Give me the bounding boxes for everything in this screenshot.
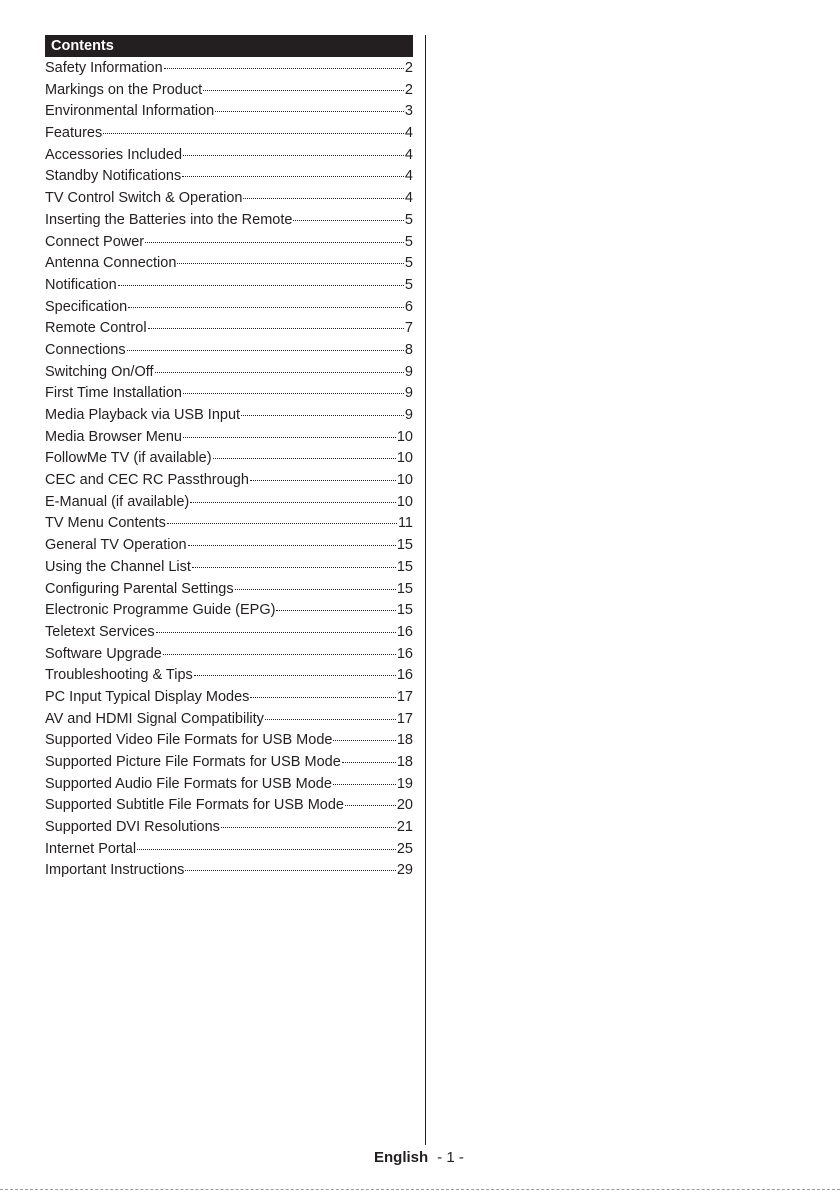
toc-entry-title: Connections (45, 341, 126, 358)
toc-entry-page: 17 (396, 710, 413, 727)
dot-leader (235, 589, 396, 590)
toc-entry[interactable] (45, 557, 413, 579)
dot-leader (177, 263, 404, 264)
toc-entry-page: 16 (396, 623, 413, 640)
toc-entry[interactable] (45, 80, 413, 102)
toc-entry[interactable] (45, 362, 413, 384)
toc-entry-title: CEC and CEC RC Passthrough (45, 472, 249, 489)
toc-entry-page: 5 (404, 211, 413, 228)
toc-entry-page: 7 (404, 320, 413, 337)
toc-entry-title: Specification (45, 298, 128, 315)
toc-entry-title: Connect Power (45, 233, 145, 250)
toc-entry[interactable] (45, 860, 413, 882)
toc-entry[interactable] (45, 297, 413, 319)
toc-entry-page: 4 (404, 125, 413, 142)
toc-entry[interactable] (45, 101, 413, 123)
toc-entry-title: Supported Picture File Formats for USB Mode (45, 754, 341, 770)
toc-entry-title: Features (45, 125, 103, 142)
dot-leader (103, 133, 404, 134)
toc-entry-title: Remote Control (45, 320, 147, 337)
toc-entry[interactable] (45, 709, 413, 731)
toc-entry-page: 3 (404, 103, 413, 120)
toc-entry-page: 20 (396, 797, 413, 814)
toc-entry-title: Inserting the Batteries into the Remote (45, 211, 293, 228)
toc-entry-title: Antenna Connection (45, 255, 177, 272)
toc-entry[interactable] (45, 492, 413, 514)
toc-entry[interactable] (45, 58, 413, 80)
toc-entry-title: Troubleshooting & Tips (45, 667, 193, 684)
toc-entry-page: 9 (404, 363, 413, 380)
toc-entry-title: Safety Information (45, 60, 163, 76)
toc-entry[interactable] (45, 166, 413, 188)
toc-entry[interactable] (45, 210, 413, 232)
toc-entry[interactable] (45, 405, 413, 427)
toc-entry-page: 29 (396, 862, 413, 879)
toc-entry[interactable] (45, 730, 413, 752)
toc-entry-page: 15 (396, 558, 413, 575)
toc-entry-title: Standby Notifications (45, 168, 182, 185)
toc-entry-title: Supported Audio File Formats for USB Mode (45, 775, 332, 792)
toc-entry-page: 2 (404, 60, 413, 76)
toc-entry-title: Markings on the Product (45, 81, 203, 98)
toc-entry[interactable] (45, 817, 413, 839)
dot-leader (192, 567, 396, 568)
toc-entry-page: 10 (396, 472, 413, 489)
dot-leader (128, 307, 404, 308)
toc-entry[interactable] (45, 622, 413, 644)
toc-entry[interactable] (45, 470, 413, 492)
dot-leader (127, 350, 404, 351)
dot-leader (213, 458, 396, 459)
toc-entry-page: 6 (404, 298, 413, 315)
toc-list (45, 58, 413, 882)
toc-entry-title: AV and HDMI Signal Compatibility (45, 710, 264, 727)
toc-entry[interactable] (45, 253, 413, 275)
dot-leader (163, 654, 396, 655)
dot-leader (118, 285, 404, 286)
toc-entry-page: 21 (396, 819, 413, 836)
dot-leader (167, 523, 397, 524)
page-footer (374, 1148, 464, 1168)
toc-entry-title: Important Instructions (45, 862, 185, 879)
toc-entry-title: Accessories Included (45, 146, 183, 163)
toc-entry-title: TV Control Switch & Operation (45, 190, 243, 207)
toc-entry-title: Environmental Information (45, 103, 215, 120)
dot-leader (265, 719, 396, 720)
dot-leader (183, 155, 404, 156)
toc-entry-title: Media Playback via USB Input (45, 407, 241, 423)
toc-entry[interactable] (45, 687, 413, 709)
toc-entry[interactable] (45, 275, 413, 297)
toc-entry-page: 5 (404, 233, 413, 250)
toc-entry[interactable] (45, 123, 413, 145)
toc-entry-page: 16 (396, 645, 413, 662)
toc-entry-page: 15 (396, 580, 413, 597)
toc-entry[interactable] (45, 232, 413, 254)
dot-leader (145, 242, 404, 243)
toc-entry-page: 9 (404, 407, 413, 423)
dot-leader (250, 480, 396, 481)
dot-leader (345, 805, 396, 806)
dot-leader (188, 545, 396, 546)
dot-leader (215, 111, 404, 112)
dot-leader (342, 762, 396, 763)
toc-entry[interactable] (45, 665, 413, 687)
dot-leader (156, 632, 396, 633)
toc-entry-page: 11 (397, 515, 413, 532)
toc-entry-title: First Time Installation (45, 385, 182, 402)
toc-entry[interactable] (45, 340, 413, 362)
toc-entry-page: 5 (404, 255, 413, 272)
dot-leader (276, 610, 395, 611)
toc-entry-page: 15 (396, 537, 413, 554)
table-of-contents (45, 35, 413, 882)
toc-entry-title: Using the Channel List (45, 558, 191, 575)
dot-leader (250, 697, 395, 698)
toc-entry-title: Media Browser Menu (45, 428, 182, 445)
dot-leader (137, 849, 396, 850)
toc-entry-page: 18 (396, 754, 413, 770)
toc-entry-page: 5 (404, 276, 413, 293)
toc-entry[interactable] (45, 513, 413, 535)
dot-leader (243, 198, 403, 199)
toc-entry-page: 15 (396, 602, 413, 619)
dot-leader (183, 437, 396, 438)
toc-entry-title: Notification (45, 276, 117, 293)
toc-entry-page: 25 (396, 840, 413, 857)
footer-page-number: - 1 - (437, 1149, 464, 1166)
toc-entry[interactable] (45, 448, 413, 470)
dot-leader (203, 90, 404, 91)
toc-entry[interactable] (45, 600, 413, 622)
dot-leader (221, 827, 396, 828)
dot-leader (333, 784, 396, 785)
dot-leader (183, 393, 404, 394)
toc-entry-title: Software Upgrade (45, 645, 162, 662)
toc-entry-page: 2 (404, 81, 413, 98)
column-divider (425, 35, 426, 1145)
toc-entry-page: 9 (404, 385, 413, 402)
dot-leader (182, 176, 404, 177)
toc-entry[interactable] (45, 795, 413, 817)
dot-leader (164, 68, 404, 69)
toc-entry-page: 16 (396, 667, 413, 684)
toc-entry-page: 10 (396, 428, 413, 445)
toc-entry-page: 4 (404, 146, 413, 163)
toc-entry-title: Supported Video File Formats for USB Mode (45, 732, 333, 749)
toc-entry-page: 8 (404, 341, 413, 358)
toc-entry[interactable] (45, 318, 413, 340)
toc-entry-title: TV Menu Contents (45, 515, 166, 532)
toc-entry-title: Teletext Services (45, 623, 155, 640)
toc-entry-title: E-Manual (if available) (45, 493, 190, 510)
toc-entry-title: Configuring Parental Settings (45, 580, 234, 597)
toc-entry-title: Switching On/Off (45, 363, 154, 380)
toc-entry-title: PC Input Typical Display Modes (45, 688, 250, 705)
toc-entry[interactable] (45, 774, 413, 796)
toc-entry[interactable] (45, 188, 413, 210)
toc-entry[interactable] (45, 383, 413, 405)
dot-leader (155, 372, 404, 373)
toc-entry-title: Internet Portal (45, 840, 137, 857)
toc-entry[interactable] (45, 644, 413, 666)
toc-entry-title: General TV Operation (45, 537, 187, 554)
dot-leader (185, 870, 395, 871)
toc-entry-page: 17 (396, 688, 413, 705)
toc-entry[interactable] (45, 839, 413, 861)
toc-entry-page: 18 (396, 732, 413, 749)
toc-entry-title: FollowMe TV (if available) (45, 450, 212, 467)
toc-entry[interactable] (45, 145, 413, 167)
toc-entry[interactable] (45, 579, 413, 601)
dot-leader (241, 415, 404, 416)
toc-entry[interactable] (45, 752, 413, 774)
dot-leader (148, 328, 404, 329)
toc-entry-page: 19 (396, 775, 413, 792)
toc-entry-page: 4 (404, 190, 413, 207)
toc-entry[interactable] (45, 535, 413, 557)
dot-leader (293, 220, 403, 221)
toc-entry-page: 4 (404, 168, 413, 185)
contents-heading: Contents (45, 35, 413, 57)
footer-language: English (374, 1149, 429, 1166)
toc-entry-title: Electronic Programme Guide (EPG) (45, 602, 276, 619)
toc-entry-page: 10 (396, 493, 413, 510)
toc-entry[interactable] (45, 427, 413, 449)
toc-entry-page: 10 (396, 450, 413, 467)
dot-leader (190, 502, 396, 503)
dot-leader (333, 740, 395, 741)
dot-leader (194, 675, 396, 676)
toc-entry-title: Supported DVI Resolutions (45, 819, 220, 836)
toc-entry-title: Supported Subtitle File Formats for USB Mode (45, 797, 344, 814)
page-bottom-edge (0, 1189, 840, 1190)
